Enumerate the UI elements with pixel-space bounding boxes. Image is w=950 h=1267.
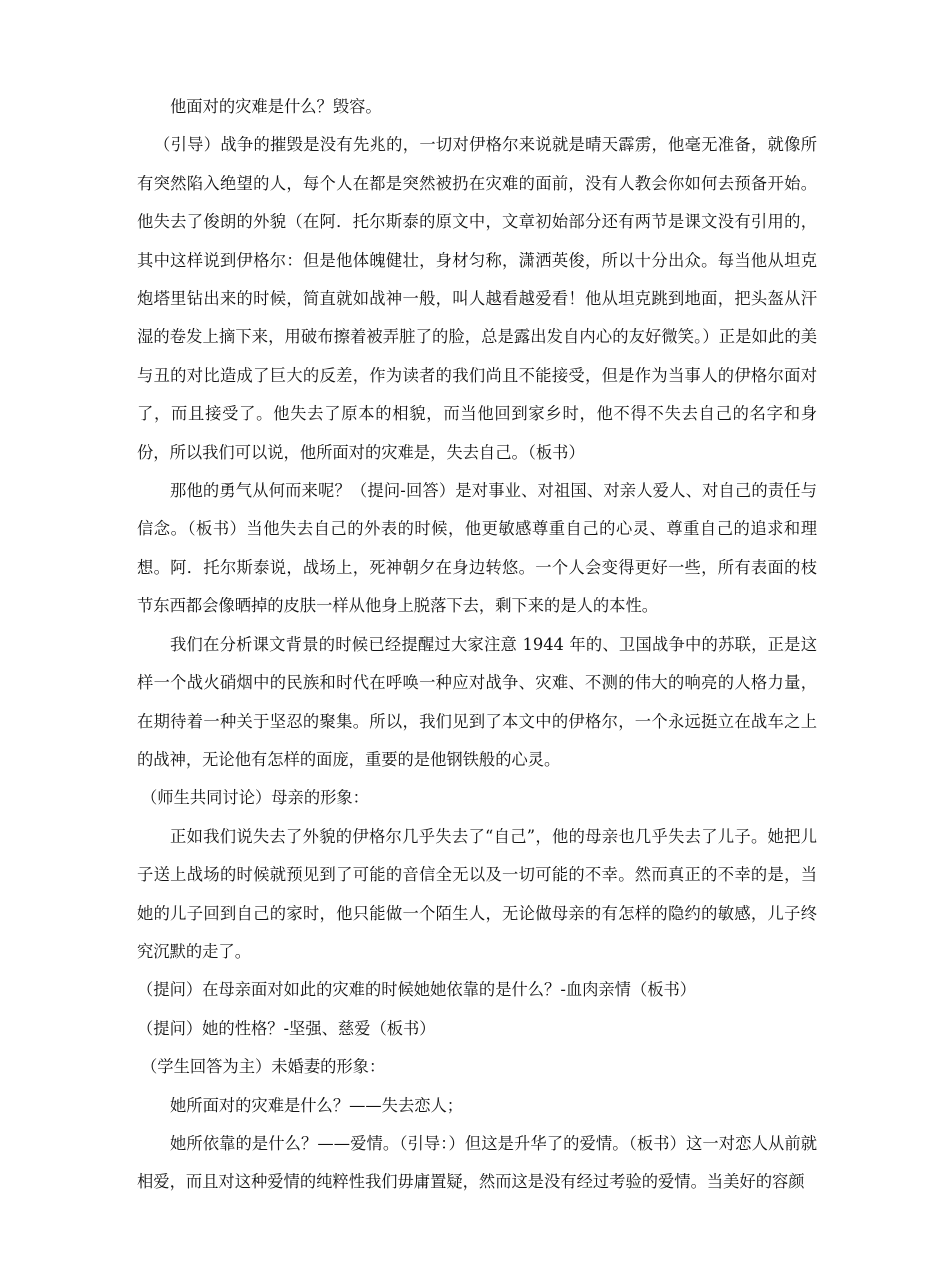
paragraph-question-mother-reliance: （提问）在母亲面对如此的灾难的时候她她依靠的是什么？-血肉亲情（板书） (137, 980, 697, 1000)
paragraph-source-of-courage: 那他的勇气从何而来呢？（提问-回答）是对事业、对祖国、对亲人爱人、对自己的责任与信念。（板书）当他失去自己的外表的时候，他更敏感尊重自己的心灵、尊重自己的追求和理想。阿．托尔斯泰说，战场上，死神朝夕在身边转悠。一个人会变得更好一些，所有表面的枝节东西都会像晒掉的皮肤一样从他身上脱落下去，剩下来的是人的本性。 (137, 481, 817, 616)
paragraph-guidance-war: （引导）战争的摧毁是没有先兆的，一切对伊格尔来说就是晴天霹雳，他毫无准备，就像所有突然陷入绝望的人，每个人在都是突然被扔在灾难的面前，没有人教会你如何去预备开始。他失去了俊朗的外貌（在阿．托尔斯泰的原文中，文章初始部分还有两节是课文没有引用的，其中这样说到伊格尔：但是他体魄健壮，身材匀称，潇洒英俊，所以十分出众。每当他从坦克炮塔里钻出来的时候，简直就如战神一般，叫人越看越爱看！他从坦克跳到地面，把头盔从汗湿的卷发上摘下来，用破布擦着被弄脏了的脸，总是露出发自内心的友好微笑。）正是如此的美与丑的对比造成了巨大的反差，作为读者的我们尚且不能接受，但是作为当事人的伊格尔面对了，而且接受了。他失去了原本的相貌，而当他回到家乡时，他不得不失去自己的名字和身份，所以我们可以说，他所面对的灾难是，失去自己。（板书） (137, 135, 817, 462)
paragraph-mother-analysis: 正如我们说失去了外貌的伊格尔几乎失去了“自己”，他的母亲也几乎失去了儿子。她把儿子送上战场的时候就预见到了可能的音信全无以及一切可能的不幸。然而真正的不幸的是，当她的儿子回到自己的家时，他只能做一个陌生人，无论做母亲的有怎样的隐约的敏感，儿子终究沉默的走了。 (137, 826, 817, 961)
paragraph-question-mother-character: （提问）她的性格？-坚强、慈爱（板书） (137, 1018, 436, 1038)
paragraph-fiancee-heading: （学生回答为主）未婚妻的形象： (141, 1057, 386, 1077)
paragraph-mother-heading: （师生共同讨论）母亲的形象： (141, 788, 369, 808)
document-body (137, 88, 817, 1202)
paragraph-fiancee-reliance: 她所依靠的是什么？——爱情。（引导：）但这是升华了的爱情。（板书）这一对恋人从前就相爱，而且对这种爱情的纯粹性我们毋庸置疑，然而这是没有经过考验的爱情。当美好的容颜 (137, 1133, 817, 1192)
paragraph-historical-background: 我们在分析课文背景的时候已经提醒过大家注意 1944 年的、卫国战争中的苏联，正是这样一个战火硝烟中的民族和时代在呼唤一种应对战争、灾难、不测的伟大的响亮的人格力量，在期待着一种关于坚忍的聚集。所以，我们见到了本文中的伊格尔，一个永远挺立在战车之上的战神，无论他有怎样的面庞，重要的是他钢铁般的心灵。 (137, 634, 817, 769)
paragraph-disaster-disfigurement: 他面对的灾难是什么？毁容。 (170, 97, 382, 116)
paragraph-fiancee-disaster: 她所面对的灾难是什么？——失去恋人； (170, 1095, 464, 1115)
